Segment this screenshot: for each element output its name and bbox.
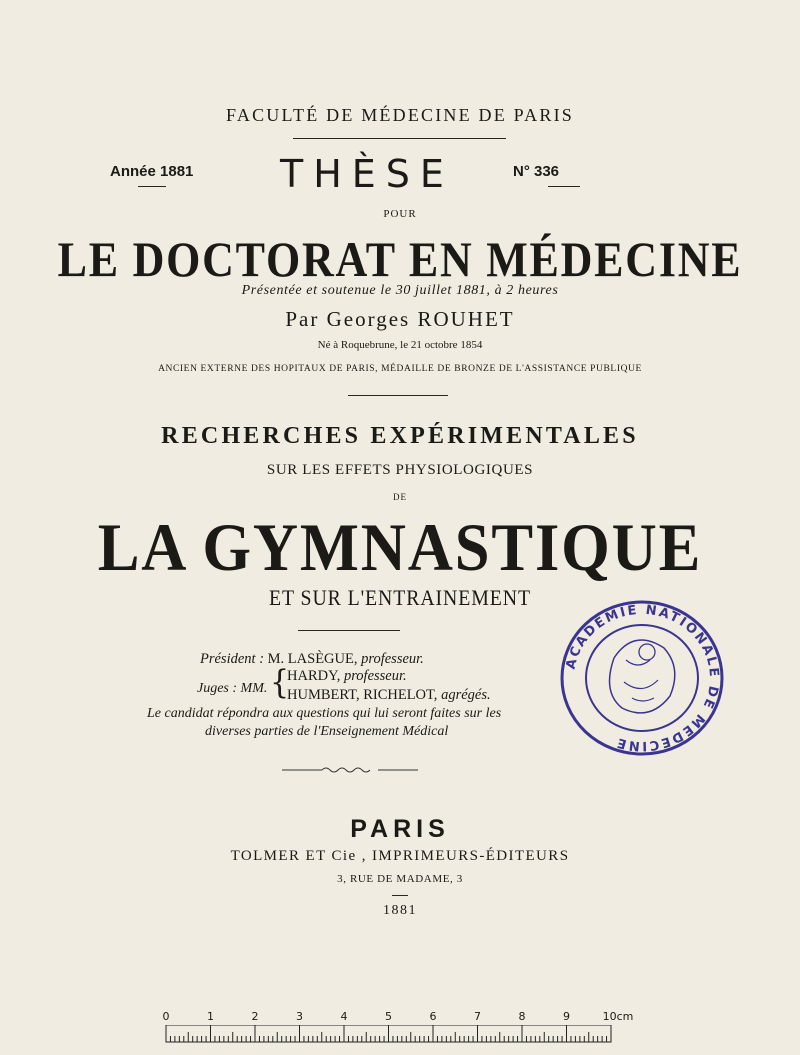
gymnastique-title: LA GYMNASTIQUE xyxy=(97,509,703,585)
juge-1-title: professeur. xyxy=(343,668,407,684)
ruler-label-4: 4 xyxy=(340,1010,348,1023)
author-line: Par Georges ROUHET xyxy=(285,307,515,331)
thesis-title: THÈSE xyxy=(280,152,454,196)
svg-text:ACADÉMIE NATIONALE DE MÉDECINE: ACADÉMIE NATIONALE DE MÉDECINE xyxy=(563,602,722,754)
entrainement-subtitle: ET SUR L'ENTRAINEMENT xyxy=(269,585,531,610)
imprint-address: 3, RUE DE MADAME, 3 xyxy=(337,873,463,885)
juge-2-names: HUMBERT, RICHELOT, xyxy=(287,687,438,703)
ruler-label-6: 6 xyxy=(429,1010,437,1023)
pour-label: POUR xyxy=(383,208,417,220)
year-underline xyxy=(138,186,166,187)
imprint-year: 1881 xyxy=(383,903,417,918)
president-label: Président : xyxy=(200,651,265,667)
candidat-note-line-2: diverses parties de l'Enseignement Médical xyxy=(205,724,449,739)
ruler-label-1: 1 xyxy=(207,1010,214,1023)
ruler-label-0: 0 xyxy=(162,1010,170,1023)
author-credentials: ANCIEN EXTERNE DES HOPITAUX DE PARIS, MÉDAILLE DE BRONZE DE L'ASSISTANCE PUBLIQUE xyxy=(158,364,642,374)
number-underline xyxy=(548,186,580,187)
section-rule xyxy=(348,395,448,396)
ruler-label-10cm: 10cm xyxy=(602,1010,634,1023)
juge-1-line xyxy=(287,668,407,685)
header-rule xyxy=(293,138,506,139)
library-stamp-icon xyxy=(552,590,727,765)
thesis-number: N° 336 xyxy=(513,163,560,180)
faculty-heading: FACULTÉ DE MÉDECINE DE PARIS xyxy=(226,105,574,125)
presentation-date: Présentée et soutenue le 30 juillet 1881, à 2 heures xyxy=(241,283,559,298)
juges-brace: { xyxy=(270,663,290,702)
president-name: M. LASÈGUE, xyxy=(267,651,358,667)
ruler-label-3: 3 xyxy=(296,1010,303,1023)
subject-de: DE xyxy=(393,492,407,502)
juge-1-name: HARDY, xyxy=(287,668,341,684)
year-rule xyxy=(392,895,408,896)
ruler-label-2: 2 xyxy=(251,1010,259,1023)
ruler-label-5: 5 xyxy=(385,1010,392,1023)
juge-2-title: agrégés. xyxy=(441,687,491,703)
ruler-label-8: 8 xyxy=(518,1010,526,1023)
president-line xyxy=(200,651,424,668)
candidat-note-line-1: Le candidat répondra aux questions qui lui seront faites sur les xyxy=(147,706,502,721)
juges-label: Juges : MM. xyxy=(197,681,268,696)
ornament-divider xyxy=(282,764,418,776)
year-label: Année 1881 xyxy=(110,163,194,180)
ruler-label-7: 7 xyxy=(474,1010,481,1023)
doctorat-heading: LE DOCTORAT EN MÉDECINE xyxy=(57,231,743,287)
ruler-label-9: 9 xyxy=(563,1010,570,1023)
imprint-city: PARIS xyxy=(350,815,450,843)
juge-2-line xyxy=(287,687,491,704)
subject-subheading: SUR LES EFFETS PHYSIOLOGIQUES xyxy=(266,462,534,478)
president-title: professeur. xyxy=(361,651,424,667)
jury-rule xyxy=(298,630,400,631)
imprint-printer: TOLMER ET Cie , IMPRIMEURS-ÉDITEURS xyxy=(230,848,570,864)
subject-heading: RECHERCHES EXPÉRIMENTALES xyxy=(161,423,639,449)
author-birth: Né à Roquebrune, le 21 octobre 1854 xyxy=(317,339,483,351)
ruler-labels xyxy=(160,1010,634,1040)
